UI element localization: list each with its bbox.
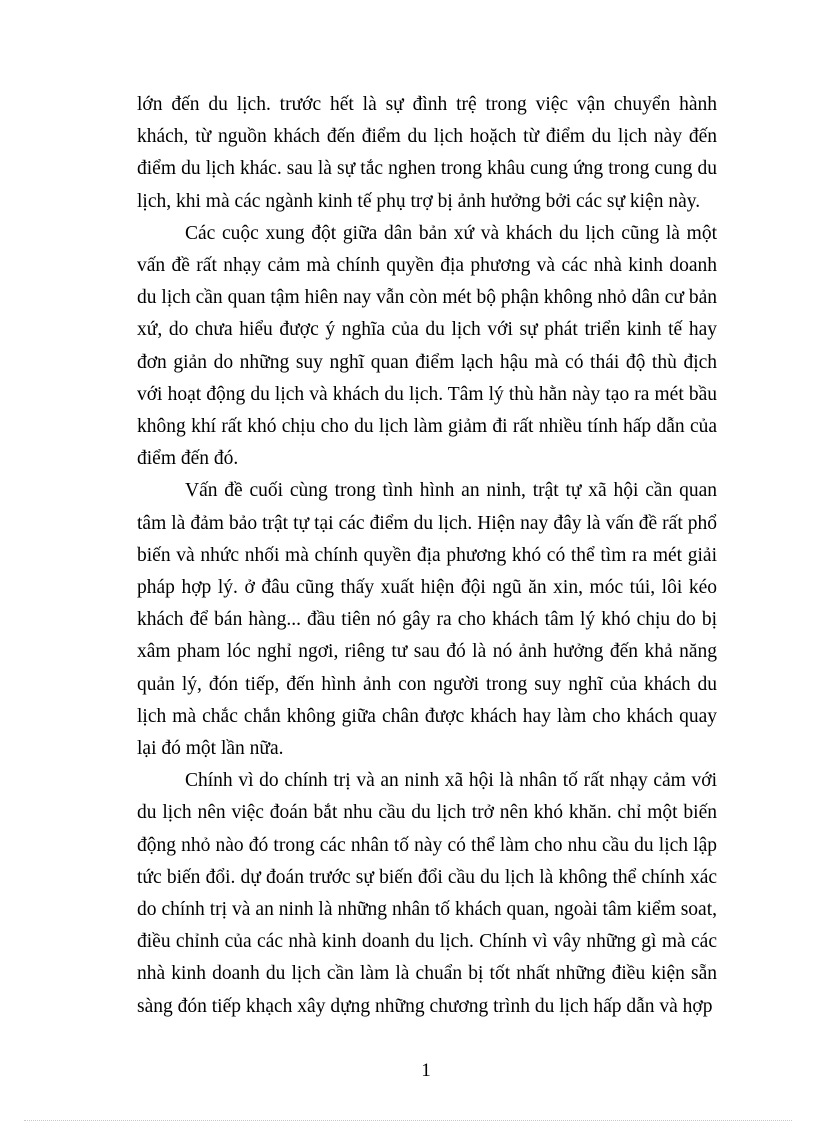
text-line: du lịch nên việc đoán bắt nhu cầu du lịch trở nên khó khăn. chỉ một biến (137, 802, 717, 824)
page-bottom-border (24, 1120, 792, 1121)
text-line: mà các ngành kinh tế phụ trợ bị ảnh hưởng bởi các sự kiện này. (205, 190, 701, 212)
page-number: 1 (421, 1060, 431, 1081)
text-line: tiếp, đến hình ảnh con người trong suy nghĩ của khách du lịch mà chắc (137, 673, 717, 727)
paragraph-4 (137, 765, 717, 1023)
text-line: lớn đến du lịch. trước hết là sự đình trệ trong việc vận chuyển hành khách, (137, 94, 717, 148)
text-line: chắn không giữa chân được khách hay làm cho khách quay lại đó một lần (137, 705, 718, 760)
paragraph-2 (137, 218, 717, 476)
text-line: từ nguồn khách đến điểm du lịch hoặch từ điểm du lịch này đến điểm du (137, 126, 718, 180)
text-line: đề rất nhạy cảm mà chính quyền địa phương và các nhà kinh doanh du lịch (137, 255, 717, 309)
text-line: nữa. (249, 738, 284, 760)
text-line: Các cuộc xung đột giữa dân bản xứ và khách du lịch cũng là một vấn (137, 222, 717, 277)
text-line: Vấn đề cuối cùng trong tình hình an ninh, trật tự xã hội cần quan tâm (137, 480, 717, 534)
text-line: động du lịch và khách du lịch. Tâm lý thù hằn này tạo ra mét bầu không khí (137, 383, 717, 438)
text-line: cần quan tậm hiên nay vẫn còn mét bộ phận không nhỏ dân cư bản xứ, do (137, 287, 717, 341)
text-line: chưa hiểu được ý nghĩa của du lịch với sự phát triển kinh tế hay đơn giản (137, 319, 718, 373)
text-line: tức biến đổi. dự đoán trước sự biến đổi cầu du lịch là không thể chính xác (137, 866, 717, 888)
paragraph-3 (137, 475, 717, 765)
text-line: và nhức nhối mà chính quyền địa phương khó có thể tìm ra mét giải pháp (137, 544, 717, 599)
paragraph-1 (137, 89, 717, 218)
text-line: do những suy nghĩ quan điểm lạch hậu mà có thái độ thù địch với hoạt (137, 351, 718, 405)
text-line: đó. (213, 448, 239, 470)
text-line: sàng đón tiếp khạch xây dựng những chương trình du lịch hấp dẫn và hợp (137, 995, 713, 1017)
text-line: do chính trị và an ninh là những nhân tố khách quan, ngoài tâm kiểm soat, (137, 899, 717, 921)
body-text (137, 89, 717, 1023)
text-line: bán hàng... đầu tiên nó gây ra cho khách tâm lý khó chịu do bị xâm pham (137, 609, 718, 663)
text-line: lóc nghỉ ngơi, riêng tư sau đó là nó ảnh hưởng đến khả năng quản lý, đón (137, 641, 718, 695)
text-line: là đảm bảo trật tự tại các điểm du lịch. Hiện nay đây là vấn đề rất phổ biến (137, 512, 717, 566)
text-line: động nhỏ nào đó trong các nhân tố này có thể làm cho nhu cầu du lịch lập (137, 834, 717, 856)
text-line: hợp lý. ở đâu cũng thấy xuất hiện đội ngũ ăn xin, móc túi, lôi kéo khách để (137, 577, 717, 631)
text-line: điều chỉnh của các nhà kinh doanh du lịch. Chính vì vây những gì mà các (137, 931, 717, 953)
text-line: Chính vì do chính trị và an ninh xã hội là nhân tố rất nhạy cảm với (185, 770, 717, 792)
text-line: nhà kinh doanh du lịch cần làm là chuẩn bị tốt nhất những điều kiện sẵn (137, 963, 717, 985)
text-line: lịch khác. sau là sự tắc nghen trong khâu cung ứng trong cung du lịch, khi (137, 158, 718, 212)
text-line: rất khó chịu cho du lịch làm giảm đi rất nhiều tính hấp dẫn của điểm đến (137, 416, 718, 470)
